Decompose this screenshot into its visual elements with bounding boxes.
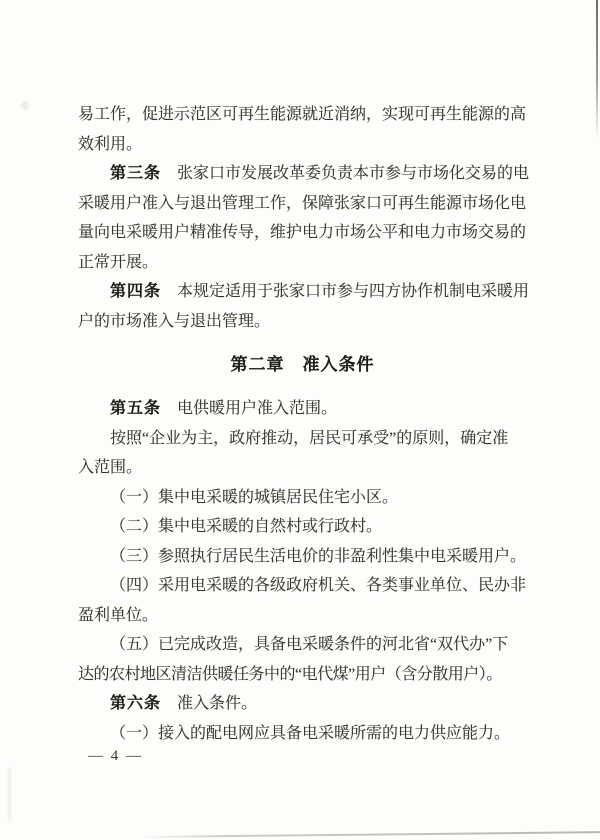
text-line: 户的市场准入与退出管理。 [78,312,271,330]
article-number: 第六条 [110,695,162,712]
text-line: 按照“企业为主，政府推动，居民可承受”的原则，确定准 [110,429,509,447]
text-line: 盈利单位。 [78,606,159,624]
text-line: （一）集中电采暖的城镇居民住宅小区。 [110,488,399,506]
text-line: （五）已完成改造，具备电采暖条件的河北省“双代办”下 [110,636,509,653]
text-line [78,394,527,424]
text-line: 达的农村地区清洁供暖任务中的“电代煤”用户（含分散用户）。 [78,665,502,683]
text-line: （四）采用电采暖的各级政府机关、各类事业单位、民办非 [110,577,527,594]
text-line: （三）参照执行居民生活电价的非盈利性集中电采暖用户。 [110,547,527,565]
article-number: 第三条 [110,165,162,182]
text-line [78,277,530,307]
text-line: 正常开展。 [78,253,159,271]
text-line: 入范围。 [78,459,143,476]
text-line: 量向电采暖用户精准传导，维护电力市场公平和电力市场交易的 [78,224,527,241]
article-number: 第五条 [110,400,162,417]
scan-smudge [21,101,29,110]
text-line [78,689,527,719]
text-line [78,159,530,189]
document-body [78,100,530,748]
text-line: （一）接入的配电网应具备电采暖所需的电力供应能力。 [110,724,511,742]
chapter-heading: 第二章 准入条件 [230,355,375,374]
text-line: 采暖用户准入与退出管理工作，保障张家口可再生能源市场化电 [78,194,527,212]
scan-strip-left [8,768,11,820]
text-line: （二）集中电采暖的自然村或行政村。 [110,518,383,535]
article-text: 准入条件。 [177,695,258,712]
page-number: — 4 — [88,748,143,764]
article-text: 电供暖用户准入范围。 [177,400,338,417]
scan-edge-bottom [140,831,600,838]
text-line: 易工作，促进示范区可再生能源就近消纳，实现可再生能源的高 [78,106,527,123]
scan-edge-right [596,0,598,140]
article-text: 本规定适用于张家口市参与四方协作机制电采暖用 [177,283,530,300]
article-text: 张家口市发展改革委负责本市参与市场化交易的电 [177,165,530,182]
text-line: 效利用。 [78,135,143,153]
article-number: 第四条 [110,283,162,300]
